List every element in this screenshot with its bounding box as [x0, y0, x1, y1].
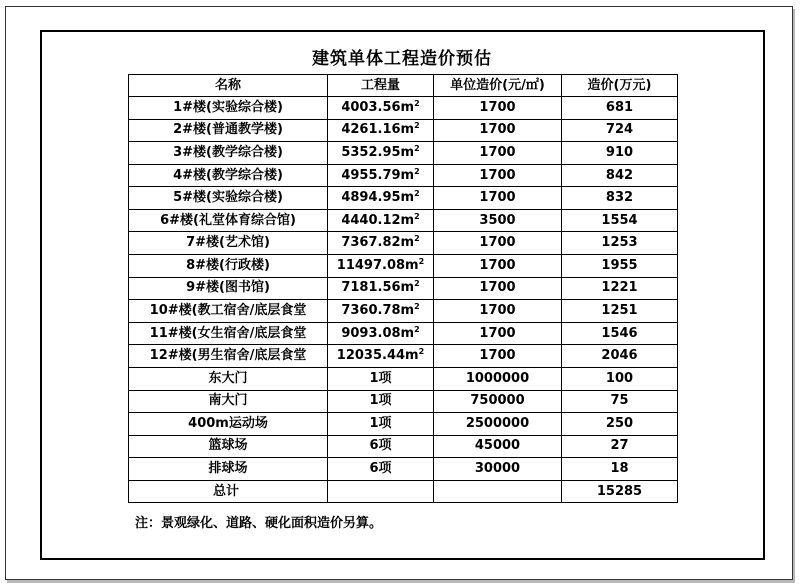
- cost-cell: [562, 277, 678, 300]
- cost-cell-text: 18: [610, 461, 629, 477]
- name-cell-text: 10#楼(教工宿舍/底层食堂: [149, 302, 307, 318]
- unit-price-cell: [434, 142, 562, 165]
- cost-cell: [562, 367, 678, 390]
- unit-price-cell-text: 30000: [474, 461, 521, 477]
- unit-price-cell-text: 1700: [479, 235, 516, 251]
- name-cell: [129, 277, 328, 300]
- unit-price-cell: [434, 255, 562, 278]
- quantity-cell-text: 1项: [369, 370, 392, 386]
- name-cell: [129, 435, 328, 458]
- unit-price-cell: [434, 458, 562, 481]
- name-cell: [129, 322, 328, 345]
- quantity-cell: [328, 164, 434, 187]
- name-cell: [129, 142, 328, 165]
- unit-price-cell: [434, 97, 562, 120]
- name-cell-text: 6#楼(礼堂体育综合馆): [160, 212, 296, 228]
- name-cell-text: 2#楼(普通教学楼): [173, 122, 283, 138]
- quantity-cell: [328, 390, 434, 413]
- name-cell-text: 排球场: [208, 461, 248, 477]
- quantity-cell-text: 7181.56m: [341, 280, 415, 296]
- cost-cell-text: 724: [605, 122, 634, 138]
- name-cell-text: 东大门: [208, 370, 248, 386]
- cost-cell-text: 681: [605, 99, 634, 115]
- quantity-exponent: 2: [414, 234, 420, 244]
- unit-price-cell-text: 1700: [479, 280, 516, 296]
- cost-cell: [562, 435, 678, 458]
- table-row: [129, 413, 678, 436]
- cost-cell: [562, 119, 678, 142]
- quantity-exponent: 2: [418, 256, 425, 266]
- name-cell-text: 5#楼(实验综合楼): [173, 190, 283, 206]
- cost-table: [128, 74, 678, 503]
- name-cell-text: 篮球场: [208, 438, 248, 454]
- quantity-cell: [328, 322, 434, 345]
- quantity-cell: [328, 367, 434, 390]
- name-cell: [129, 255, 328, 278]
- table-row: [129, 119, 678, 142]
- header-row: [129, 75, 678, 97]
- cost-cell-text: 1221: [601, 280, 638, 296]
- total-unit-price: [434, 481, 562, 503]
- name-cell-text: 400m运动场: [188, 415, 268, 431]
- name-cell-text: 4#楼(教学综合楼): [173, 167, 283, 183]
- header-unit-price: 单位造价(元/㎡): [434, 75, 562, 97]
- table-row: [129, 458, 678, 481]
- name-cell: [129, 209, 328, 232]
- quantity-exponent: 2: [414, 189, 420, 199]
- unit-price-cell-text: 1700: [479, 348, 516, 364]
- quantity-cell-text: 4003.56m: [341, 99, 415, 115]
- table-row: [129, 255, 678, 278]
- cost-cell: [562, 187, 678, 210]
- cost-cell-text: 832: [605, 190, 634, 206]
- name-cell: [129, 97, 328, 120]
- table-row: [129, 187, 678, 210]
- table-row: [129, 345, 678, 368]
- quantity-cell: [328, 187, 434, 210]
- table-row: [129, 367, 678, 390]
- table-row: [129, 164, 678, 187]
- cost-cell: [562, 413, 678, 436]
- name-cell: [129, 232, 328, 255]
- unit-price-cell-text: 1700: [479, 144, 516, 160]
- quantity-cell-text: 4955.79m: [341, 167, 415, 183]
- cost-cell: [562, 97, 678, 120]
- name-cell-text: 7#楼(艺术馆): [186, 235, 270, 251]
- quantity-cell: [328, 142, 434, 165]
- unit-price-cell: [434, 232, 562, 255]
- table-row: [129, 435, 678, 458]
- unit-price-cell: [434, 345, 562, 368]
- unit-price-cell-text: 1700: [479, 325, 516, 341]
- header-cost: 造价(万元): [562, 75, 678, 97]
- total-row: [129, 481, 678, 503]
- unit-price-cell-text: 45000: [474, 438, 521, 454]
- unit-price-cell-text: 1700: [479, 122, 516, 138]
- page-title: 建筑单体工程造价预估: [312, 49, 492, 69]
- cost-cell-text: 27: [610, 438, 629, 454]
- unit-price-cell-text: 3500: [479, 212, 516, 228]
- quantity-exponent: 2: [414, 279, 420, 289]
- name-cell: [129, 458, 328, 481]
- quantity-cell-text: 6项: [369, 461, 392, 477]
- quantity-cell: [328, 232, 434, 255]
- cost-cell: [562, 142, 678, 165]
- table-row: [129, 97, 678, 120]
- cost-cell-text: 250: [605, 415, 634, 431]
- table-row: [129, 232, 678, 255]
- cost-cell-text: 2046: [601, 348, 638, 364]
- name-cell: [129, 164, 328, 187]
- quantity-cell-text: 4894.95m: [341, 190, 415, 206]
- quantity-cell: [328, 277, 434, 300]
- quantity-exponent: 2: [418, 347, 425, 357]
- unit-price-cell-text: 2500000: [465, 415, 530, 431]
- quantity-exponent: 2: [414, 166, 420, 176]
- table-row: [129, 300, 678, 323]
- quantity-cell: [328, 300, 434, 323]
- name-cell-text: 1#楼(实验综合楼): [173, 99, 283, 115]
- cost-cell: [562, 345, 678, 368]
- unit-price-cell: [434, 209, 562, 232]
- header-name: 名称: [129, 75, 328, 97]
- name-cell: [129, 187, 328, 210]
- quantity-cell: [328, 413, 434, 436]
- table-body: [129, 97, 678, 481]
- unit-price-cell: [434, 390, 562, 413]
- cost-cell-text: 910: [605, 144, 634, 160]
- total-quantity: [328, 481, 434, 503]
- cost-cell: [562, 322, 678, 345]
- unit-price-cell-text: 1700: [479, 257, 516, 273]
- name-cell: [129, 367, 328, 390]
- name-cell-text: 12#楼(男生宿舍/底层食堂: [149, 348, 307, 364]
- quantity-exponent: 2: [414, 98, 420, 108]
- unit-price-cell: [434, 413, 562, 436]
- quantity-cell-text: 5352.95m: [341, 144, 415, 160]
- unit-price-cell: [434, 300, 562, 323]
- unit-price-cell: [434, 164, 562, 187]
- table-row: [129, 322, 678, 345]
- name-cell: [129, 390, 328, 413]
- unit-price-cell: [434, 119, 562, 142]
- quantity-exponent: 2: [414, 324, 420, 334]
- quantity-exponent: 2: [414, 211, 420, 221]
- quantity-exponent: 2: [414, 121, 420, 131]
- quantity-cell-text: 4440.12m: [341, 212, 415, 228]
- unit-price-cell-text: 750000: [470, 393, 525, 409]
- cost-cell: [562, 255, 678, 278]
- header-quantity: 工程量: [328, 75, 434, 97]
- quantity-cell-text: 9093.08m: [341, 325, 415, 341]
- cost-cell-text: 1955: [601, 257, 638, 273]
- unit-price-cell: [434, 322, 562, 345]
- unit-price-cell-text: 1000000: [465, 370, 530, 386]
- table-row: [129, 209, 678, 232]
- quantity-cell: [328, 345, 434, 368]
- quantity-cell: [328, 458, 434, 481]
- quantity-cell-text: 1项: [369, 415, 392, 431]
- quantity-cell-text: 4261.16m: [341, 122, 415, 138]
- quantity-cell-text: 11497.08m: [336, 257, 419, 273]
- unit-price-cell: [434, 435, 562, 458]
- quantity-cell-text: 1项: [369, 393, 392, 409]
- cost-cell-text: 842: [605, 167, 634, 183]
- cost-cell: [562, 164, 678, 187]
- cost-cell-text: 1546: [601, 325, 638, 341]
- table-row: [129, 142, 678, 165]
- cost-cell: [562, 458, 678, 481]
- unit-price-cell: [434, 187, 562, 210]
- name-cell-text: 8#楼(行政楼): [186, 257, 270, 273]
- name-cell: [129, 300, 328, 323]
- cost-cell: [562, 300, 678, 323]
- quantity-cell-text: 12035.44m: [336, 348, 419, 364]
- quantity-exponent: 2: [414, 143, 420, 153]
- cost-cell: [562, 232, 678, 255]
- quantity-cell-text: 6项: [369, 438, 392, 454]
- name-cell: [129, 345, 328, 368]
- unit-price-cell-text: 1700: [479, 167, 516, 183]
- name-cell-text: 南大门: [208, 393, 248, 409]
- name-cell: [129, 119, 328, 142]
- table-row: [129, 390, 678, 413]
- name-cell-text: 9#楼(图书馆): [186, 280, 270, 296]
- unit-price-cell-text: 1700: [479, 99, 516, 115]
- cost-cell-text: 100: [605, 370, 634, 386]
- unit-price-cell: [434, 277, 562, 300]
- total-label: 总计: [129, 481, 328, 503]
- name-cell-text: 3#楼(教学综合楼): [173, 144, 283, 160]
- quantity-cell: [328, 209, 434, 232]
- unit-price-cell-text: 1700: [479, 302, 516, 318]
- quantity-exponent: 2: [414, 301, 420, 311]
- name-cell: [129, 413, 328, 436]
- quantity-cell: [328, 97, 434, 120]
- footnote: 注：景观绿化、道路、硬化面积造价另算。: [135, 516, 383, 531]
- unit-price-cell: [434, 367, 562, 390]
- cost-cell: [562, 209, 678, 232]
- name-cell-text: 11#楼(女生宿舍/底层食堂: [149, 325, 307, 341]
- quantity-cell: [328, 255, 434, 278]
- cost-cell: [562, 390, 678, 413]
- cost-cell-text: 1554: [601, 212, 638, 228]
- cost-cell-text: 1251: [601, 302, 638, 318]
- quantity-cell-text: 7360.78m: [341, 302, 415, 318]
- cost-cell-text: 1253: [601, 235, 638, 251]
- unit-price-cell-text: 1700: [479, 190, 516, 206]
- table-row: [129, 277, 678, 300]
- cost-cell-text: 75: [610, 393, 629, 409]
- quantity-cell: [328, 435, 434, 458]
- quantity-cell: [328, 119, 434, 142]
- quantity-cell-text: 7367.82m: [341, 235, 415, 251]
- total-cost: 15285: [562, 481, 678, 503]
